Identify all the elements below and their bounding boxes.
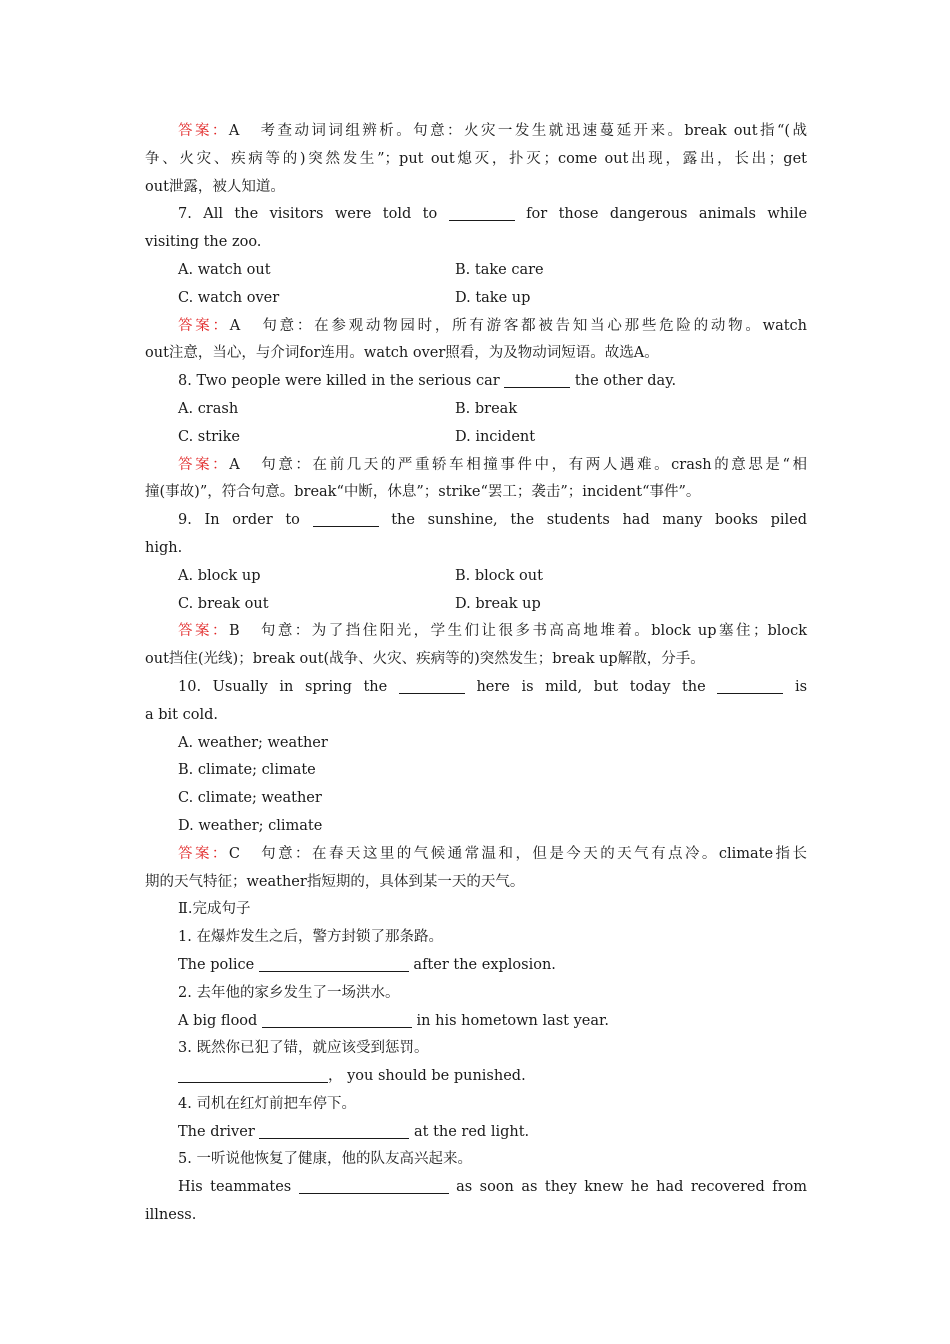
sentence-3-chinese: 3. 既然你已犯了错，就应该受到惩罚。	[178, 1040, 429, 1057]
answer-blank[interactable]	[313, 511, 379, 527]
answer-text: 句意：在春天这里的气候通常温和，但是今天的天气有点冷。climate指长	[261, 845, 807, 862]
sentence-5-chinese: 5. 一听说他恢复了健康，他的队友高兴起来。	[178, 1151, 472, 1168]
q7-answer-line-1	[145, 313, 807, 341]
stem-text: the other day.	[574, 373, 677, 390]
answer-blank[interactable]	[717, 678, 783, 694]
answer-letter: C	[228, 845, 240, 862]
q8-answer-line-1	[145, 452, 807, 480]
option-c[interactable]: C. climate; weather	[178, 790, 322, 807]
sentence-5-english-line-2: illness.	[145, 1207, 197, 1224]
sentence-text: His teammates	[178, 1179, 292, 1196]
question-7-options-row-1	[145, 257, 807, 285]
q10-answer-line-1	[145, 841, 807, 869]
stem-text: 7. All the visitors were told to	[178, 206, 438, 223]
answer-blank[interactable]	[178, 1067, 328, 1083]
q9-answer-line-2: out挡住(光线)；break out(战争、火灾、疾病等的)突然发生；break up解散，分手。	[145, 651, 705, 668]
sentence-text: ， you should be punished.	[328, 1068, 526, 1085]
sentence-text: at the red light.	[413, 1123, 530, 1140]
option-b[interactable]: B. block out	[455, 567, 543, 584]
option-a[interactable]: A. block up	[178, 567, 261, 584]
q9-answer-line-1	[145, 618, 807, 646]
option-d[interactable]: D. incident	[455, 428, 536, 445]
answer-label: 答案：	[178, 456, 230, 473]
sentence-2-english	[145, 1008, 807, 1036]
option-b[interactable]: B. climate; climate	[178, 762, 316, 779]
answer-letter: B	[228, 623, 240, 640]
answer-label: 答案：	[178, 317, 230, 334]
stem-text: 10. Usually in spring the	[178, 678, 388, 695]
answer-text: 句意：为了挡住阳光，学生们让很多书高高地堆着。block up塞住；block	[260, 623, 808, 640]
option-d[interactable]: D. weather; climate	[178, 817, 323, 834]
answer-label: 答案：	[178, 623, 229, 640]
stem-text: here is mild, but today the	[476, 678, 706, 695]
option-c[interactable]: C. break out	[178, 595, 269, 612]
answer-blank[interactable]	[504, 372, 570, 388]
sentence-text: The police	[178, 956, 255, 973]
answer-label: 答案：	[178, 845, 229, 862]
question-7-options-row-2	[145, 285, 807, 313]
sentence-text: after the explosion.	[413, 956, 556, 973]
answer-letter: A	[228, 123, 240, 139]
question-9-options-row-2	[145, 591, 807, 619]
question-9-stem	[145, 507, 807, 535]
question-9-options-row-1	[145, 563, 807, 591]
stem-text: for those dangerous animals while	[526, 206, 808, 223]
q8-answer-line-2: 撞(事故)”，符合句意。break“中断，休息”；strike“罢工；袭击”；incident“事件”。	[145, 484, 701, 501]
answer-letter: A	[229, 456, 240, 473]
sentence-4-chinese: 4. 司机在红灯前把车停下。	[178, 1095, 356, 1112]
answer-text: 句意：在前几天的严重轿车相撞事件中，有两人遇难。crash的意思是“相	[261, 456, 807, 473]
answer-text: 考查动词词组辨析。句意：火灾一发生就迅速蔓延开来。break out指“(战	[260, 123, 808, 139]
option-d[interactable]: D. break up	[455, 595, 541, 612]
answer-blank[interactable]	[399, 678, 465, 694]
answer-blank[interactable]	[299, 1178, 449, 1194]
answer-blank[interactable]	[449, 205, 515, 221]
sentence-2-chinese: 2. 去年他的家乡发生了一场洪水。	[178, 984, 400, 1001]
option-a[interactable]: A. watch out	[178, 261, 271, 278]
question-8-options-row-1	[145, 396, 807, 424]
answer-text: 句意：在参观动物园时，所有游客都被告知当心那些危险的动物。watch	[262, 317, 808, 334]
option-b[interactable]: B. take care	[455, 261, 544, 278]
q7-answer-line-2: out注意，当心，与介词for连用。watch over照看，为及物动词短语。故选A。	[145, 345, 659, 362]
q10-answer-line-2: 期的天气特征；weather指短期的，具体到某一天的天气。	[145, 873, 525, 890]
sentence-4-english	[145, 1119, 807, 1147]
option-a[interactable]: A. weather; weather	[178, 734, 328, 751]
q6-answer-line-2: 争、火灾、疾病等的)突然发生”；put out熄灭，扑灭；come out出现，露出，长出；get	[145, 150, 807, 167]
option-d[interactable]: D. take up	[455, 289, 531, 306]
question-8-stem	[145, 368, 807, 396]
answer-blank[interactable]	[259, 956, 409, 972]
question-7-stem-line-2: visiting the zoo.	[145, 234, 262, 251]
question-10-stem	[145, 674, 807, 702]
section-2-title: Ⅱ.完成句子	[178, 901, 251, 918]
question-7-stem	[145, 201, 807, 229]
question-10-stem-line-2: a bit cold.	[145, 706, 218, 723]
sentence-text: A big flood	[178, 1012, 258, 1029]
answer-label: 答案：	[178, 123, 229, 139]
option-c[interactable]: C. watch over	[178, 289, 280, 306]
sentence-text: in his hometown last year.	[416, 1012, 609, 1029]
option-a[interactable]: A. crash	[178, 400, 239, 417]
question-8-options-row-2	[145, 424, 807, 452]
answer-blank[interactable]	[259, 1123, 409, 1139]
q6-answer-line-1	[145, 118, 807, 146]
document-page	[145, 118, 807, 1230]
answer-blank[interactable]	[262, 1012, 412, 1028]
sentence-3-english	[145, 1063, 807, 1091]
option-b[interactable]: B. break	[455, 400, 518, 417]
q6-answer-line-3: out泄露，被人知道。	[145, 178, 285, 195]
sentence-5-english	[145, 1174, 807, 1202]
sentence-text: as soon as they knew he had recovered from	[456, 1179, 808, 1196]
stem-text: is	[794, 678, 808, 695]
sentence-1-chinese: 1. 在爆炸发生之后，警方封锁了那条路。	[178, 929, 443, 946]
stem-text: 8. Two people were killed in the serious car	[178, 373, 500, 390]
question-9-stem-line-2: high.	[145, 539, 183, 556]
stem-text: 9. In order to	[178, 512, 300, 529]
sentence-text: The driver	[178, 1123, 255, 1140]
option-c[interactable]: C. strike	[178, 428, 241, 445]
stem-text: the sunshine, the students had many books piled	[391, 512, 807, 529]
sentence-1-english	[145, 952, 807, 980]
answer-letter: A	[229, 317, 241, 334]
